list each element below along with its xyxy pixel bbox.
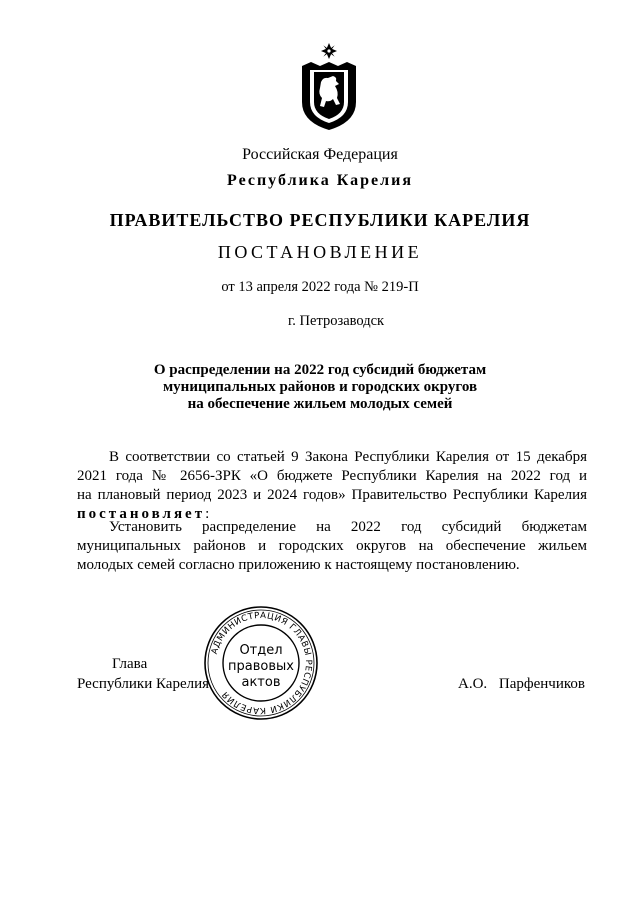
signatory-title-line1: Глава [112, 656, 148, 672]
paragraph-line: 2021 года № 2656-ЗРК «О бюджете Республики Карелия на 2022 год и [77, 468, 587, 484]
country-name: Российская Федерация [242, 146, 398, 163]
legal-department-stamp [202, 604, 320, 722]
body-paragraph-decision [77, 518, 587, 575]
title-line: муниципальных районов и городских округов [162, 379, 478, 395]
title-line: О распределении на 2022 год субсидий бюджетам [153, 362, 487, 378]
body-paragraph-preamble [77, 448, 587, 524]
stamp-ring-text: АДМИНИСТРАЦИЯ ГЛАВЫ РЕСПУБЛИКИ КАРЕЛИЯ [209, 610, 314, 716]
document-title [0, 362, 640, 413]
signatory-name: А.О. Парфенчиков [458, 676, 585, 692]
paragraph-line: В соответствии со статьей 9 Закона Республики Карелия от 15 декабря [109, 449, 587, 465]
decree-word: постановляет [77, 506, 206, 522]
paragraph-line: молодых семей согласно приложению к настоящему постановлению. [77, 557, 520, 573]
document-city: г. Петрозаводск [288, 313, 385, 329]
signatory-title-line2: Республики Карелия [77, 676, 210, 692]
title-line: на обеспечение жильем молодых семей [187, 396, 453, 412]
decree-colon: : [205, 506, 210, 522]
stamp-line: Отдел [239, 643, 283, 658]
stamp-line: актов [241, 675, 281, 690]
paragraph-line: на плановый период 2023 и 2024 годов» Правительство Республики Карелия [77, 487, 587, 503]
document-date-number: от 13 апреля 2022 года № 219-П [221, 279, 419, 295]
stamp-line: правовых [228, 659, 294, 674]
paragraph-line: муниципальных районов и городских округов на обеспечение жильем [77, 538, 587, 554]
republic-name: Республика Карелия [227, 172, 413, 189]
karelia-coat-of-arms-emblem [297, 42, 361, 132]
document-type: ПОСТАНОВЛЕНИЕ [217, 242, 423, 262]
government-name: ПРАВИТЕЛЬСТВО РЕСПУБЛИКИ КАРЕЛИЯ [109, 210, 531, 230]
paragraph-line: Установить распределение на 2022 год субсидий бюджетам [109, 519, 587, 535]
